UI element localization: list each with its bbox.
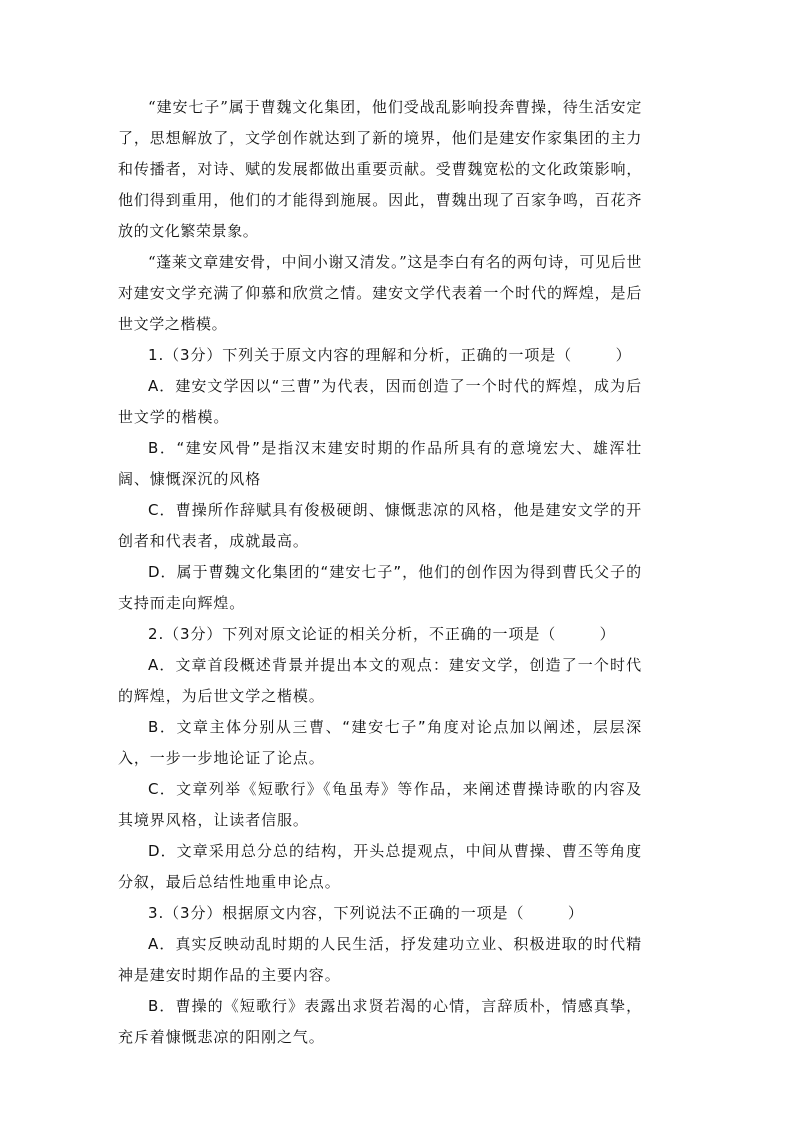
question-1-stem-close: ） xyxy=(615,346,632,364)
question-3-option-b: B．曹操的《短歌行》表露出求贤若渴的心情，言辞质朴，情感真挚，充斥着慷慨悲凉的阳刚之气。 xyxy=(118,997,642,1046)
question-1 xyxy=(118,340,642,619)
question-2 xyxy=(118,619,642,898)
question-3-stem xyxy=(118,898,642,929)
question-1-option-b: B．“建安风骨”是指汉末建安时期的作品所具有的意境宏大、雄浑壮阔、慷慨深沉的风格 xyxy=(118,439,642,488)
page-content xyxy=(118,92,642,1053)
question-2-option-c: C．文章列举《短歌行》《龟虽寿》等作品，来阐述曹操诗歌的内容及其境界风格，让读者信服。 xyxy=(118,780,642,829)
question-3-option-a: A．真实反映动乱时期的人民生活，抒发建功立业、积极进取的时代精神是建安时期作品的主要内容。 xyxy=(118,935,642,984)
question-2-stem xyxy=(118,619,642,650)
question-3 xyxy=(118,898,642,1053)
question-2-option-a: A．文章首段概述背景并提出本文的观点：建安文学，创造了一个时代的辉煌，为后世文学之楷模。 xyxy=(118,656,642,705)
question-2-stem-text: 2.（3分）下列对原文论证的相关分析，不正确的一项是（ xyxy=(148,625,557,643)
passage-paragraph-1: “建安七子”属于曹魏文化集团，他们受战乱影响投奔曹操，待生活安定了，思想解放了，文学创作就达到了新的境界，他们是建安作家集团的主力和传播者，对诗、赋的发展都做出重要贡献。受曹魏宽松的文化政策影响，他们得到重用，他们的才能得到施展。因此，曹魏出现了百家争鸣，百花齐放的文化繁荣景象。 xyxy=(118,98,642,240)
question-3-stem-text: 3.（3分）根据原文内容，下列说法不正确的一项是（ xyxy=(148,904,525,922)
question-1-option-a: A．建安文学因以“三曹”为代表，因而创造了一个时代的辉煌，成为后世文学的楷模。 xyxy=(118,377,642,426)
question-2-option-d: D．文章采用总分总的结构，开头总提观点，中间从曹操、曹丕等角度分叙，最后总结性地重申论点。 xyxy=(118,842,642,891)
question-3-stem-close: ） xyxy=(567,904,584,922)
question-2-stem-close: ） xyxy=(599,625,616,643)
question-1-option-c: C．曹操所作辞赋具有俊极硬朗、慷慨悲凉的风格，他是建安文学的开创者和代表者，成就最高。 xyxy=(118,501,642,550)
question-2-option-b: B．文章主体分别从三曹、“建安七子”角度对论点加以阐述，层层深入，一步一步地论证了论点。 xyxy=(118,718,642,767)
passage-paragraph-2: “蓬莱文章建安骨，中间小谢又清发。”这是李白有名的两句诗，可见后世对建安文学充满了仰慕和欣赏之情。建安文学代表着一个时代的辉煌，是后世文学之楷模。 xyxy=(118,253,642,333)
question-1-stem-text: 1.（3分）下列关于原文内容的理解和分析，正确的一项是（ xyxy=(148,346,573,364)
question-1-stem xyxy=(118,340,642,371)
question-1-option-d: D．属于曹魏文化集团的“建安七子”，他们的创作因为得到曹氏父子的支持而走向辉煌。 xyxy=(118,563,642,612)
